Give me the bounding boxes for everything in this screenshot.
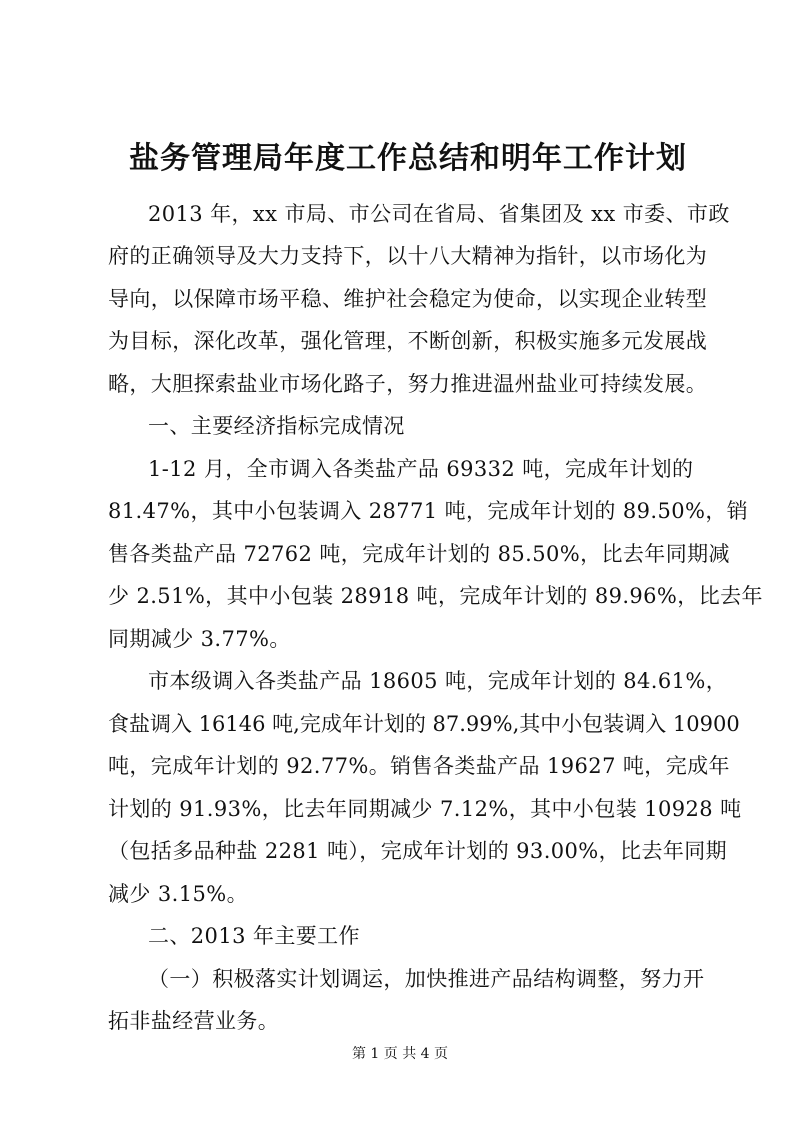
paragraph-line: 2013 年，xx 市局、市公司在省局、省集团及 xx 市委、市政 [148,202,730,226]
paragraph-line: 1-12 月，全市调入各类盐产品 69332 吨，完成年计划的 [148,457,694,481]
section-heading: 一、主要经济指标完成情况 [148,414,405,438]
paragraph-line: （包括多品种盐 2281 吨），完成年计划的 93.00%，比去年同期 [108,839,728,863]
paragraph-line: 少 2.51%，其中小包装 28918 吨，完成年计划的 89.96%，比去年 [108,584,763,608]
section-heading: 二、2013 年主要工作 [148,924,360,948]
paragraph-line: 导向，以保障市场平稳、维护社会稳定为使命，以实现企业转型 [108,287,708,311]
paragraph-line: 吨，完成年计划的 92.77%。销售各类盐产品 19627 吨，完成年 [108,754,730,778]
paragraph-line: 府的正确领导及大力支持下，以十八大精神为指针，以市场化为 [108,244,708,268]
paragraph-line: 食盐调入 16146 吨,完成年计划的 87.99%,其中小包装调入 10900 [108,712,740,736]
paragraph-line: 计划的 91.93%，比去年同期减少 7.12%，其中小包装 10928 吨 [108,797,742,821]
paragraph-line: 减少 3.15%。 [108,882,248,906]
subsection-heading: 拓非盐经营业务。 [108,1009,280,1033]
paragraph-line: 为目标，深化改革，强化管理，不断创新，积极实施多元发展战 [108,329,708,353]
document-title: 盐务管理局年度工作总结和明年工作计划 [129,141,687,176]
paragraph-line: 售各类盐产品 72762 吨，完成年计划的 85.50%，比去年同期减 [108,542,730,566]
page-footer: 第 1 页 共 4 页 [351,1046,449,1062]
paragraph-line: 略，大胆探索盐业市场化路子，努力推进温州盐业可持续发展。 [108,372,708,396]
paragraph-line: 81.47%，其中小包装调入 28771 吨，完成年计划的 89.50%，销 [108,499,749,523]
paragraph-line: 市本级调入各类盐产品 18605 吨，完成年计划的 84.61%， [148,669,728,693]
paragraph-line: 同期减少 3.77%。 [108,627,291,651]
subsection-heading: （一）积极落实计划调运，加快推进产品结构调整，努力开 [148,967,705,991]
